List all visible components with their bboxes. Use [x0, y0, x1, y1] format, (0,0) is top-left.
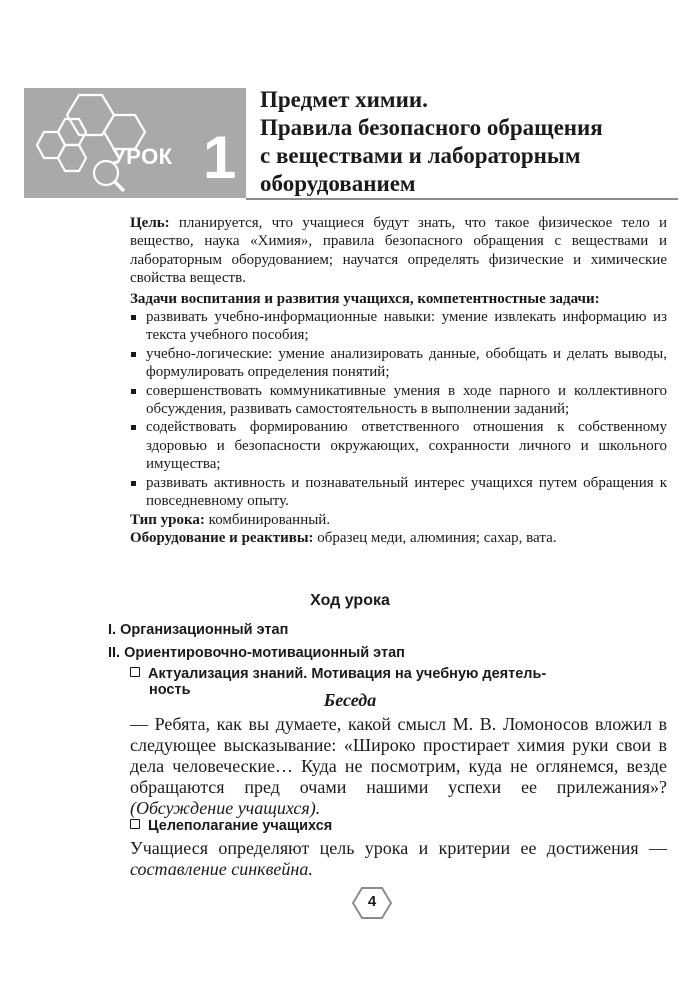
- title-line: с веществами и лабораторным: [260, 143, 581, 168]
- list-item: развивать активность и познавательный интерес учащихся путем обращения к повседневному опыту.: [130, 474, 667, 511]
- page-number: [352, 886, 392, 920]
- list-item: развивать учебно-информационные навыки: умение извлекать информацию из текста учебного пособия;: [130, 308, 667, 345]
- conversation-title: Беседа: [323, 690, 377, 710]
- lesson-type: [130, 511, 667, 529]
- title-line: оборудованием: [260, 171, 416, 196]
- lesson-label: УРОК: [112, 144, 173, 169]
- lesson-banner: [24, 88, 246, 198]
- goal-setting-paragraph: [130, 838, 667, 880]
- goal-setting-text: Учащиеся определяют цель урока и критерии ее достижения —: [130, 838, 667, 858]
- lesson-number: 1: [203, 124, 237, 191]
- title-line: Предмет химии.: [260, 87, 428, 112]
- page-title: [260, 86, 680, 198]
- course-heading: Ход урока: [310, 592, 390, 609]
- lesson-type-value: комбинированный.: [204, 511, 331, 528]
- page-number-text: 4: [367, 893, 377, 910]
- checkbox-square-icon: [130, 667, 140, 677]
- tasks-list: [130, 308, 667, 510]
- conversation-note: (Обсуждение учащихся).: [130, 798, 321, 818]
- goal-paragraph: [130, 214, 667, 288]
- conversation-paragraph: [130, 714, 667, 819]
- equipment: [130, 529, 667, 547]
- list-item: учебно-логические: умение анализировать данные, обобщать и делать выводы, формулировать определения понятий;: [130, 345, 667, 382]
- equipment-label: Оборудование и реактивы:: [130, 529, 314, 546]
- tasks-heading: Задачи воспитания и развития учащихся, компетентностные задачи:: [130, 290, 600, 307]
- subsection-text: Актуализация знаний. Мотивация на учебную деятель-: [148, 666, 547, 682]
- stage-heading: II. Ориентировочно-мотивационный этап: [108, 645, 405, 661]
- conversation-text: — Ребята, как вы думаете, какой смысл М. В. Ломоносов вложил в следующее высказывание: «Широко простирает химия руки свои в дела человеческие… Куда не посмотрим, куда не оглянемся, везде обращаются пред очами нашими успехи ее прилежания»?: [130, 714, 667, 797]
- title-line: Правила безопасного обращения: [260, 115, 603, 140]
- subsection-heading: [130, 818, 667, 834]
- subsection-text: ность: [149, 682, 191, 698]
- goal-label: Цель:: [130, 215, 170, 231]
- lesson-intro: [130, 214, 667, 547]
- checkbox-square-icon: [130, 819, 140, 829]
- list-item: совершенствовать коммуникативные умения в ходе парного и коллективного обсуждения, развивать самостоятельность в выполнении заданий;: [130, 382, 667, 419]
- goal-text: планируется, что учащиеся будут знать, что такое физическое тело и вещество, наука «Химия», правила безопасного обращения с веществами и лабораторным оборудованием; научатся определять физические и химические свойства веществ.: [130, 215, 667, 287]
- lesson-type-label: Тип урока:: [130, 511, 205, 528]
- equipment-value: образец меди, алюминия; сахар, вата.: [313, 529, 557, 546]
- list-item: содействовать формированию ответственного отношения к собственному здоровью и безопасности окружающих, сохранности личного и школьного имущества;: [130, 418, 667, 473]
- stage-heading: I. Организационный этап: [108, 622, 289, 638]
- goal-setting-italic: составление синквейна.: [130, 859, 313, 879]
- subsection-text: Целеполагание учащихся: [148, 818, 333, 834]
- title-divider: [246, 198, 678, 200]
